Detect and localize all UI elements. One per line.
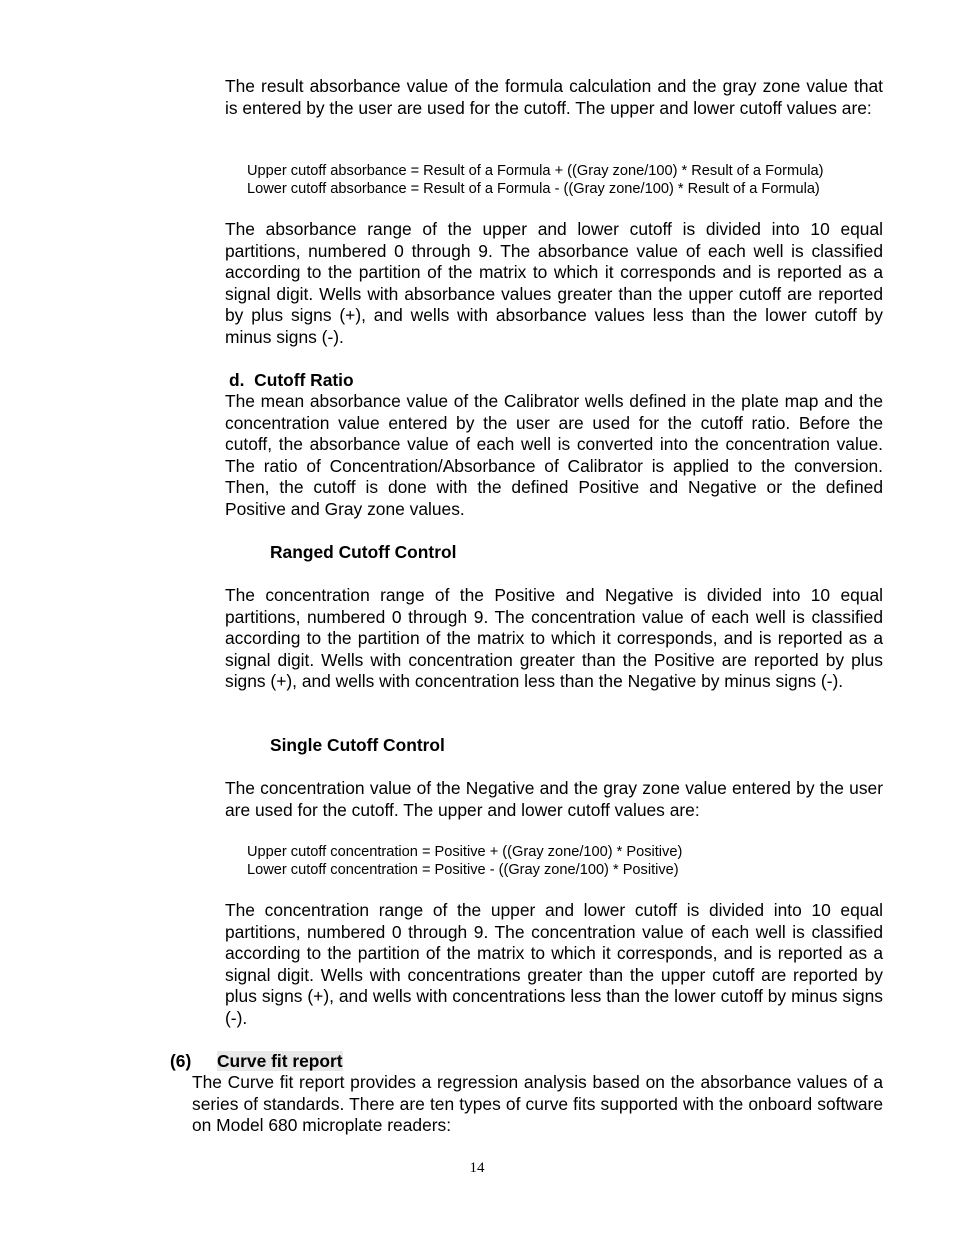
paragraph-absorbance-partitions bbox=[225, 219, 883, 349]
absorbance-cutoff-formulas bbox=[247, 162, 823, 198]
paragraph-text: The result absorbance value of the formula calculation and the gray zone value that is entered by the user are used for the cutoff. The upper and lower cutoff values are: bbox=[225, 76, 883, 118]
paragraph-text: The absorbance range of the upper and lower cutoff is divided into 10 equal partitions, numbered 0 through 9. The absorbance value of each well is classified according to the partition of the matrix to which it corresponds and is reported as a signal digit. Wells with absorbance values greater than the upper cutoff are reported by plus signs (+), and wells with absorbance values less than the lower cutoff by minus signs (-). bbox=[225, 219, 883, 347]
paragraph-single-cutoff bbox=[225, 778, 883, 821]
section-letter: d. bbox=[229, 370, 245, 390]
paragraph-text: The Curve fit report provides a regression analysis based on the absorbance values of a series of standards. There are ten types of curve fits supported with the onboard software on Model 680 microplate readers: bbox=[192, 1072, 883, 1136]
paragraph-formula-cutoff-intro bbox=[225, 76, 883, 119]
paragraph-cutoff-ratio bbox=[225, 391, 883, 521]
upper-cutoff-absorbance-formula: Upper cutoff absorbance = Result of a Formula + ((Gray zone/100) * Result of a Formula) bbox=[247, 163, 824, 179]
section-title-highlighted: Curve fit report bbox=[216, 1051, 343, 1071]
paragraph-curve-fit-report bbox=[192, 1072, 883, 1137]
paragraph-text: The concentration value of the Negative and the gray zone value entered by the user are used for the cutoff. The upper and lower cutoff values are: bbox=[225, 778, 883, 820]
section-number: (6) bbox=[170, 1051, 192, 1071]
section-heading-curve-fit-report bbox=[170, 1051, 343, 1073]
paragraph-ranged-cutoff bbox=[225, 585, 883, 693]
paragraph-text: The mean absorbance value of the Calibrator wells defined in the plate map and the concentration value entered by the user are used for the cutoff ratio. Before the cutoff, the absorbance value of each well is converted into the concentration value. The ratio of Concentration/Absorbance of Calibrator is applied to the conversion. Then, the cutoff is done with the defined Positive and Negative or the defined Positive and Gray zone values. bbox=[225, 391, 883, 519]
subheading-single-cutoff-control: Single Cutoff Control bbox=[270, 735, 445, 755]
section-heading-cutoff-ratio bbox=[229, 370, 354, 392]
section-title: Cutoff Ratio bbox=[254, 370, 354, 390]
upper-cutoff-concentration-formula: Upper cutoff concentration = Positive + ((Gray zone/100) * Positive) bbox=[247, 844, 683, 860]
lower-cutoff-concentration-formula: Lower cutoff concentration = Positive - ((Gray zone/100) * Positive) bbox=[247, 862, 679, 878]
paragraph-text: The concentration range of the Positive and Negative is divided into 10 equal partitions, numbered 0 through 9. The concentration value of each well is classified according to the partition of the matrix to which it corresponds, and is reported as a signal digit. Wells with concentration greater than the Positive are reported by plus signs (+), and wells with concentration less than the Negative by minus signs (-). bbox=[225, 585, 883, 692]
subheading-ranged-cutoff-control: Ranged Cutoff Control bbox=[270, 542, 457, 562]
lower-cutoff-absorbance-formula: Lower cutoff absorbance = Result of a Formula - ((Gray zone/100) * Result of a Formula) bbox=[247, 181, 820, 197]
paragraph-concentration-partitions bbox=[225, 900, 883, 1030]
paragraph-text: The concentration range of the upper and lower cutoff is divided into 10 equal partitions, numbered 0 through 9. The concentration value of each well is classified according to the partition of the matrix to which it corresponds, and is reported as a signal digit. Wells with concentrations greater than the upper cutoff are reported by plus signs (+), and wells with concentrations less than the lower cutoff by minus signs (-). bbox=[225, 900, 883, 1028]
concentration-cutoff-formulas bbox=[247, 843, 682, 879]
page-number: 14 bbox=[469, 1160, 485, 1176]
